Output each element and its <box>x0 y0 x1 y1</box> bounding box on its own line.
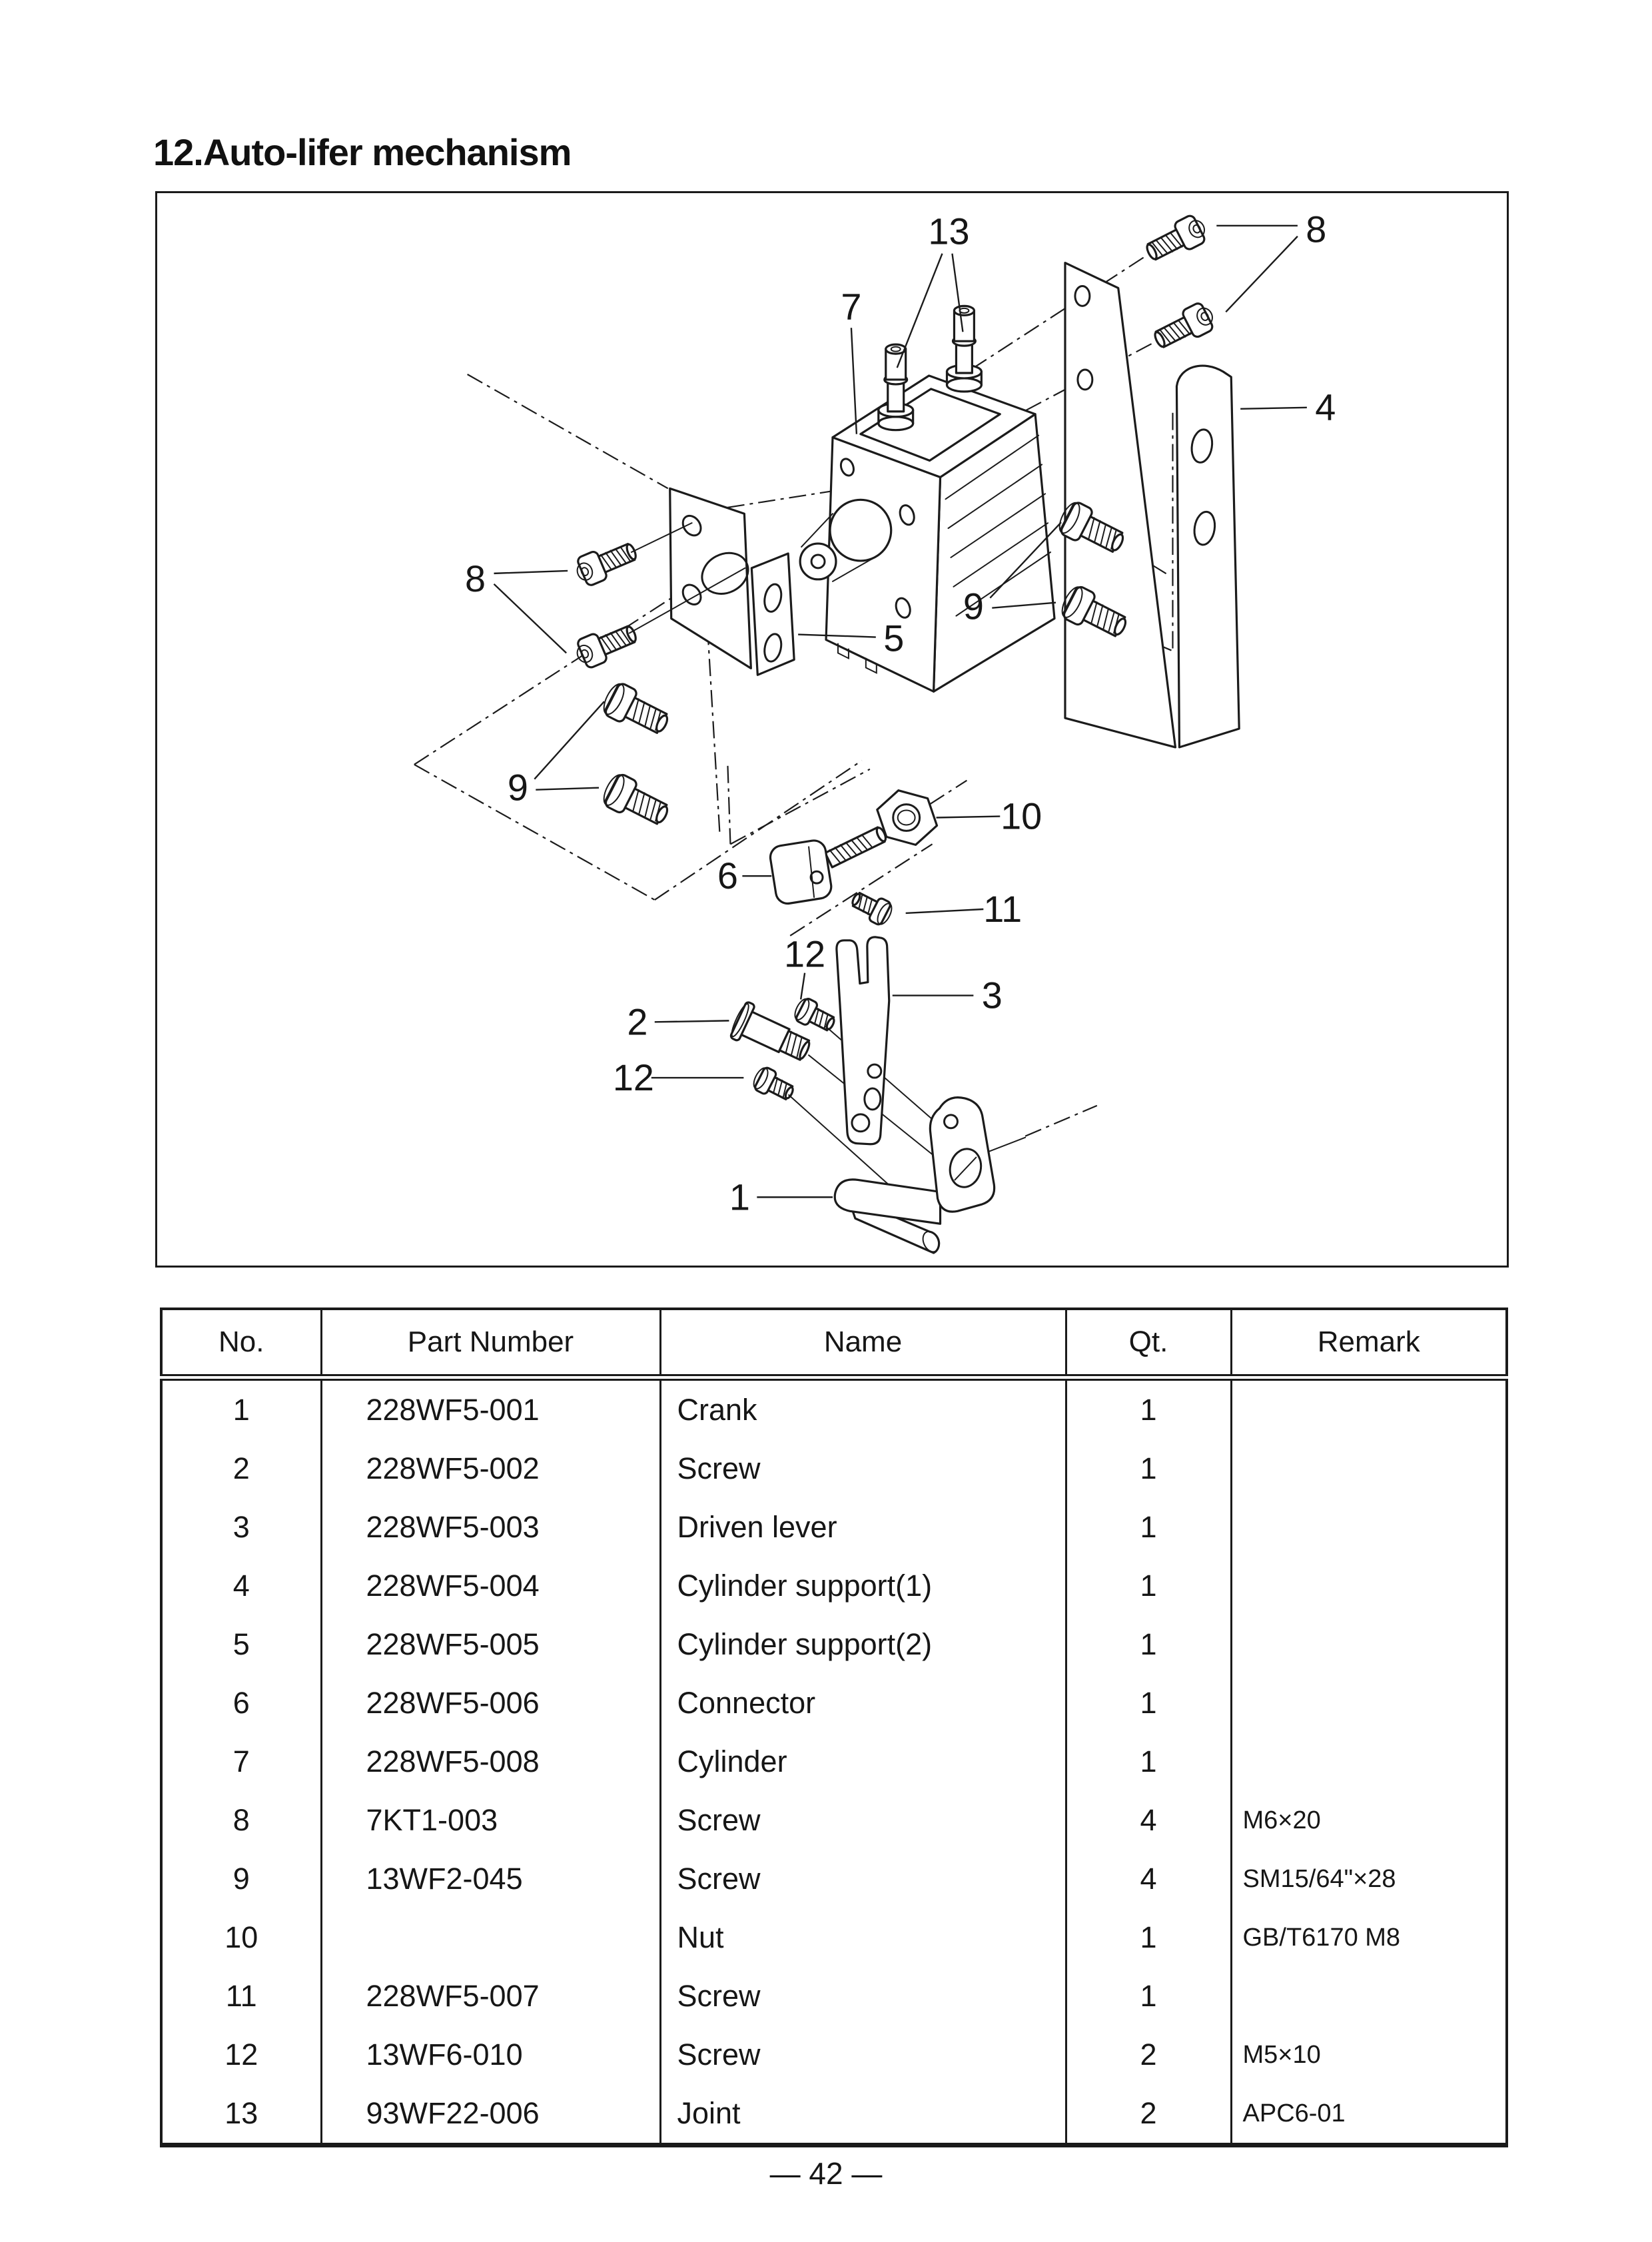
table-row <box>161 1791 1507 1850</box>
callout-label-2: 2 <box>627 1000 648 1043</box>
callout-label-3: 3 <box>981 974 1003 1016</box>
cell-part_number: 7KT1-003 <box>321 1791 660 1850</box>
part-connector <box>769 825 888 905</box>
leader-line-9 <box>534 701 604 779</box>
cell-remark <box>1231 1439 1507 1498</box>
cell-qty: 1 <box>1066 1908 1231 1967</box>
parts-table <box>160 1308 1508 2147</box>
leader-line-8 <box>1226 236 1298 312</box>
part-screw-9 <box>600 771 674 832</box>
callout-label-9: 9 <box>507 766 528 809</box>
cell-name: Driven lever <box>660 1498 1066 1557</box>
cell-remark <box>1231 1557 1507 1615</box>
cell-name: Screw <box>660 1967 1066 2026</box>
cell-qty: 4 <box>1066 1791 1231 1850</box>
cell-name: Screw <box>660 1850 1066 1908</box>
page-title: 12.Auto-lifer mechanism <box>153 131 572 173</box>
part-screw-12 <box>750 1064 797 1105</box>
part-cylinder-support-1 <box>1065 263 1239 747</box>
cell-remark: APC6-01 <box>1231 2084 1507 2145</box>
cell-part_number <box>321 1908 660 1967</box>
cell-no: 9 <box>161 1850 321 1908</box>
parts-table-header-row <box>161 1309 1507 1377</box>
cell-no: 8 <box>161 1791 321 1850</box>
cell-name: Crank <box>660 1377 1066 1439</box>
cell-no: 10 <box>161 1908 321 1967</box>
leader-line-2 <box>655 1020 729 1022</box>
callout-label-4: 4 <box>1315 386 1336 428</box>
cell-name: Cylinder support(1) <box>660 1557 1066 1615</box>
callout-label-6: 6 <box>717 855 738 897</box>
cell-qty: 2 <box>1066 2084 1231 2145</box>
cell-qty: 2 <box>1066 2026 1231 2084</box>
cell-remark <box>1231 1615 1507 1674</box>
callout-label-7: 7 <box>841 285 862 328</box>
cell-no: 6 <box>161 1674 321 1732</box>
cell-no: 7 <box>161 1732 321 1791</box>
cell-remark: M5×10 <box>1231 2026 1507 2084</box>
column-header-part-number: Part Number <box>321 1309 660 1377</box>
column-header-no: No. <box>161 1309 321 1377</box>
cell-qty: 1 <box>1066 1498 1231 1557</box>
cell-remark: GB/T6170 M8 <box>1231 1908 1507 1967</box>
cell-part_number: 228WF5-001 <box>321 1377 660 1439</box>
leader-line-12 <box>801 973 805 1000</box>
cell-name: Screw <box>660 2026 1066 2084</box>
cell-part_number: 228WF5-002 <box>321 1439 660 1498</box>
table-row <box>161 2084 1507 2145</box>
cell-name: Cylinder support(2) <box>660 1615 1066 1674</box>
cell-name: Joint <box>660 2084 1066 2145</box>
page-number: — 42 — <box>769 2156 883 2191</box>
part-screw-8 <box>572 619 640 671</box>
part-joint-right <box>947 306 981 392</box>
cell-part_number: 13WF2-045 <box>321 1850 660 1908</box>
cell-no: 11 <box>161 1967 321 2026</box>
cell-name: Screw <box>660 1791 1066 1850</box>
callout-label-13: 13 <box>928 210 970 252</box>
leader-line-10 <box>937 817 1001 818</box>
cell-no: 2 <box>161 1439 321 1498</box>
table-row <box>161 1850 1507 1908</box>
callout-label-8: 8 <box>1306 208 1327 250</box>
cell-qty: 1 <box>1066 1615 1231 1674</box>
cell-remark: M6×20 <box>1231 1791 1507 1850</box>
callout-label-12: 12 <box>784 933 826 975</box>
table-row <box>161 1674 1507 1732</box>
cell-no: 5 <box>161 1615 321 1674</box>
cell-part_number: 228WF5-007 <box>321 1967 660 2026</box>
part-screw-9 <box>600 680 674 741</box>
cell-remark <box>1231 1967 1507 2026</box>
cell-remark <box>1231 1732 1507 1791</box>
part-nut <box>877 791 937 845</box>
cell-qty: 1 <box>1066 1674 1231 1732</box>
leader-line-8 <box>494 584 567 653</box>
table-row <box>161 1732 1507 1791</box>
parts-table-body <box>161 1377 1507 2145</box>
table-row <box>161 2026 1507 2084</box>
cell-name: Nut <box>660 1908 1066 1967</box>
cell-part_number: 93WF22-006 <box>321 2084 660 2145</box>
cell-name: Screw <box>660 1439 1066 1498</box>
cell-qty: 1 <box>1066 1732 1231 1791</box>
callout-label-11: 11 <box>983 887 1023 930</box>
cell-part_number: 228WF5-003 <box>321 1498 660 1557</box>
cell-qty: 1 <box>1066 1557 1231 1615</box>
leader-line-9 <box>536 788 599 790</box>
part-driven-lever <box>837 937 889 1144</box>
cell-name: Connector <box>660 1674 1066 1732</box>
table-row <box>161 1615 1507 1674</box>
callout-label-9: 9 <box>963 585 984 627</box>
cell-remark <box>1231 1498 1507 1557</box>
column-header-name: Name <box>660 1309 1066 1377</box>
callout-label-8: 8 <box>465 557 486 599</box>
cell-no: 12 <box>161 2026 321 2084</box>
cell-part_number: 228WF5-005 <box>321 1615 660 1674</box>
cell-part_number: 228WF5-004 <box>321 1557 660 1615</box>
part-cylinder <box>800 376 1054 691</box>
cell-qty: 1 <box>1066 1439 1231 1498</box>
cell-qty: 1 <box>1066 1377 1231 1439</box>
leader-line-4 <box>1240 408 1307 409</box>
table-row <box>161 1557 1507 1615</box>
callout-label-10: 10 <box>1001 795 1042 837</box>
exploded-diagram <box>157 193 1507 1266</box>
cell-no: 3 <box>161 1498 321 1557</box>
cell-remark: SM15/64"×28 <box>1231 1850 1507 1908</box>
column-header-qty: Qt. <box>1066 1309 1231 1377</box>
cell-qty: 4 <box>1066 1850 1231 1908</box>
leader-line-7 <box>851 328 857 434</box>
cell-part_number: 13WF6-010 <box>321 2026 660 2084</box>
table-row <box>161 1967 1507 2026</box>
callout-label-1: 1 <box>729 1176 750 1218</box>
cell-remark <box>1231 1674 1507 1732</box>
callout-label-5: 5 <box>883 617 905 659</box>
cell-remark <box>1231 1377 1507 1439</box>
callout-label-12: 12 <box>612 1056 654 1098</box>
exploded-diagram-frame <box>155 191 1509 1268</box>
leader-line-13 <box>897 254 943 368</box>
cell-no: 1 <box>161 1377 321 1439</box>
table-row <box>161 1377 1507 1439</box>
table-row <box>161 1498 1507 1557</box>
column-header-remark: Remark <box>1231 1309 1507 1377</box>
cell-qty: 1 <box>1066 1967 1231 2026</box>
part-joint-left <box>879 344 913 430</box>
cell-no: 13 <box>161 2084 321 2145</box>
leader-line-8 <box>494 571 568 573</box>
cell-part_number: 228WF5-006 <box>321 1674 660 1732</box>
construction-lines <box>414 258 1173 1136</box>
table-row <box>161 1908 1507 1967</box>
leader-line-11 <box>906 909 984 913</box>
part-screw-12 <box>791 996 839 1036</box>
part-cylinder-support-2 <box>670 488 794 675</box>
part-screw-8 <box>1142 212 1210 266</box>
part-screw-8 <box>572 536 640 588</box>
table-row <box>161 1439 1507 1498</box>
cell-no: 4 <box>161 1557 321 1615</box>
cell-part_number: 228WF5-008 <box>321 1732 660 1791</box>
cell-name: Cylinder <box>660 1732 1066 1791</box>
part-screw-8 <box>1150 300 1218 354</box>
